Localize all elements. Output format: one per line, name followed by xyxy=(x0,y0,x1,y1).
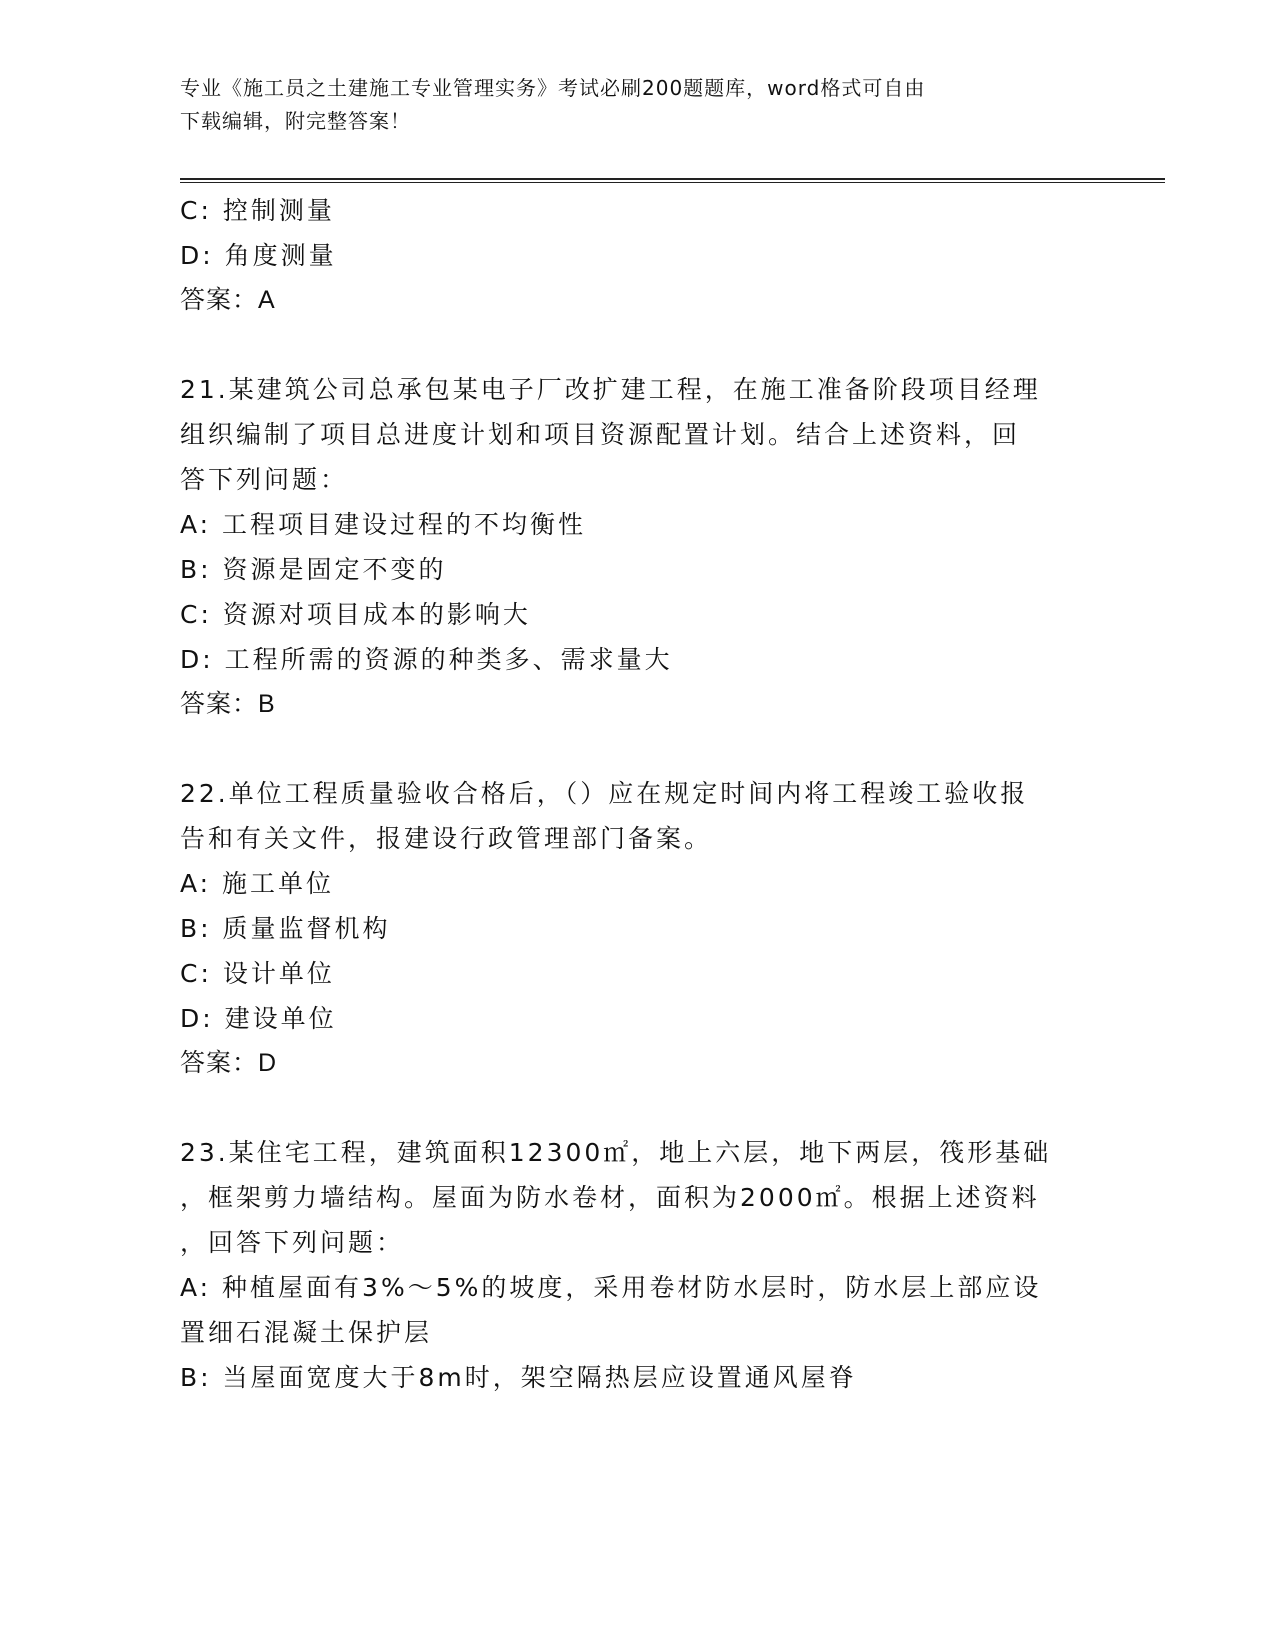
option-a: A: 种植屋面有3%～5%的坡度，采用卷材防水层时，防水层上部应设 xyxy=(180,1273,1042,1302)
option-a: A: 工程项目建设过程的不均衡性 xyxy=(180,510,587,539)
option-d: D: 工程所需的资源的种类多、需求量大 xyxy=(180,645,673,674)
answer: 答案：B xyxy=(180,690,276,718)
option-c: C: 设计单位 xyxy=(180,959,335,988)
question-21 xyxy=(180,367,1080,727)
option-d: D: 角度测量 xyxy=(180,241,337,270)
spacer xyxy=(180,1086,1080,1130)
answer: 答案：A xyxy=(180,286,276,314)
spacer xyxy=(180,727,1080,771)
question-content xyxy=(180,188,1080,1400)
question-text-line: ，回答下列问题： xyxy=(180,1228,405,1257)
question-22 xyxy=(180,771,1080,1086)
option-b: B: 当屋面宽度大于8m时，架空隔热层应设置通风屋脊 xyxy=(180,1363,857,1392)
header-line-1: 专业《施工员之土建施工专业管理实务》考试必刷200题题库，word格式可自由 xyxy=(180,76,926,100)
option-c: C: 控制测量 xyxy=(180,196,335,225)
option-b: B: 资源是固定不变的 xyxy=(180,555,447,584)
option-d: D: 建设单位 xyxy=(180,1004,337,1033)
option-b: B: 质量监督机构 xyxy=(180,914,391,943)
question-text-line: 告和有关文件，报建设行政管理部门备案。 xyxy=(180,824,713,853)
option-c: C: 资源对项目成本的影响大 xyxy=(180,600,531,629)
spacer xyxy=(180,323,1080,367)
document-header xyxy=(180,72,1080,138)
header-line-2: 下载编辑，附完整答案！ xyxy=(180,109,411,133)
question-text-line: 组织编制了项目总进度计划和项目资源配置计划。结合上述资料，回 xyxy=(180,420,1021,449)
option-a: A: 施工单位 xyxy=(180,869,335,898)
question-text-line: 21.某建筑公司总承包某电子厂改扩建工程，在施工准备阶段项目经理 xyxy=(180,375,1041,404)
header-divider xyxy=(180,178,1165,183)
question-23 xyxy=(180,1130,1080,1400)
question-text-line: 22.单位工程质量验收合格后，（）应在规定时间内将工程竣工验收报 xyxy=(180,779,1029,808)
question-text-line: ，框架剪力墙结构。屋面为防水卷材，面积为2000㎡。根据上述资料 xyxy=(180,1183,1040,1212)
answer: 答案：D xyxy=(180,1049,278,1077)
option-a-continued: 置细石混凝土保护层 xyxy=(180,1318,433,1347)
question-text-line: 23.某住宅工程，建筑面积12300㎡，地上六层，地下两层，筏形基础 xyxy=(180,1138,1052,1167)
question-text-line: 答下列问题： xyxy=(180,465,349,494)
